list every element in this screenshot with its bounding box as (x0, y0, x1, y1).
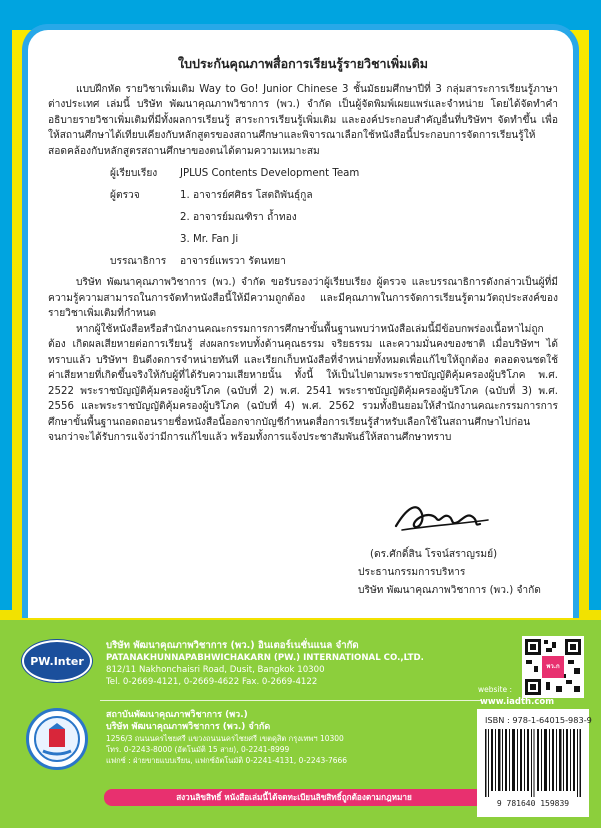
copyright-notice: สงวนลิขสิทธิ์ หนังสือเล่มนี้ได้จดทะเบียนลิขสิทธิ์ถูกต้องตามกฎหมาย (104, 789, 484, 806)
signer-name: (ดร.ศักดิ์สิน โรจน์สราญรมย์) (370, 549, 498, 560)
publisher2-name-th2: บริษัท พัฒนาคุณภาพวิชาการ (พว.) จำกัด (106, 722, 271, 732)
qr-center-label: พว.ก (546, 663, 560, 670)
publisher1-name-th: บริษัท พัฒนาคุณภาพวิชาการ (พว.) อินเตอร์เนชั่นแนล จำกัด (106, 640, 359, 651)
publisher2-fax: แฟกซ์ : ฝ่ายขายแบบเรียน, แฟกซ์อัตโนมัติ 0-2241-4131, 0-2243-7666 (106, 756, 348, 765)
paragraph-liability: หากผู้ใช้หนังสือหรือสำนักงานคณะกรรมการการศึกษาขั้นพื้นฐานพบว่าหนังสือเล่มนี้มีข้อบกพร่องเนื้อหาไม่ถูกต้อง เกิดผลเสียหายต่อการเรียนรู้ ส่งผลกระทบทั้งด้านคุณธรรม จริยธรรม และความมั่นคงของชาติ เมื่อบริษัทฯ ได้ทราบแล้ว บริษัทฯ ยินดีงดการจำหน่ายทันที และเรียกเก็บหนังสือที่จำหน่ายทั้งหมดเพื่อแก้ไขให้ถูกต้อง ตลอดจนชดใช้ค่าเสียหายที่เกิดขึ้นจริงให้กับผู้ที่ได้รับความเสียหายนั้น ทั้งนี้ ให้เป็นไปตามพระราชบัญญัติคุ้มครองผู้บริโภค พ.ศ. 2522 พระราชบัญญัติคุ้มครองผู้บริโภค (ฉบับที่ 2) พ.ศ. 2541 พระราชบัญญัติคุ้มครองผู้บริโภค (ฉบับที่ 3) พ.ศ. 2556 และพระราชบัญญัติคุ้มครองผู้บริโภค (ฉบับที่ 4) พ.ศ. 2562 รวมทั้งยินยอมให้สำนักงานคณะกรรมการการศึกษาขั้นพื้นฐานถอดถอนรายชื่อหนังสือนี้ออกจากบัญชีกำหนดสื่อการเรียนรู้สำหรับเลือกใช้ในสถานศึกษาไปก่อนจนกว่าจะได้รับการแจ้งว่ามีการแก้ไขแล้ว พร้อมทั้งการแจ้งประชาสัมพันธ์ให้สถานศึกษาทราบ (48, 323, 558, 443)
signature-block (48, 496, 558, 636)
role-value: 1. อาจารย์ศศิธร โสตถิพันธุ์กูล (180, 190, 313, 202)
signature-text (358, 546, 541, 600)
document-title: ใบประกันคุณภาพสื่อการเรียนรู้รายวิชาเพิ่มเติม (178, 56, 428, 71)
signature-image (388, 496, 498, 540)
barcode-icon (485, 729, 581, 797)
role-row (110, 163, 558, 185)
institute-emblem-icon (26, 708, 88, 770)
publisher1-name-en: PATANAKHUNNAPABHWICHAKARN (PW.) INTERNATIONAL CO.,LTD. (106, 653, 424, 663)
certificate-document (48, 56, 558, 446)
role-label: บรรณาธิการ (110, 256, 167, 268)
signer-company: บริษัท พัฒนาคุณภาพวิชาการ (พว.) จำกัด (358, 585, 541, 596)
role-label: ผู้ตรวจ (110, 190, 140, 202)
role-row (110, 207, 558, 229)
publisher1-address: 812/11 Nakhonchaisri Road, Dusit, Bangkok 10300 (106, 665, 325, 675)
publisher2-address: 1256/3 ถนนนครไชยศรี แขวงถนนนครไชยศรี เขตดุสิต กรุงเทพฯ 10300 (106, 734, 344, 743)
paragraph-intro: แบบฝึกหัด รายวิชาเพิ่มเติม Way to Go! Junior Chinese 3 ชั้นมัธยมศึกษาปีที่ 3 กลุ่มสาระการเรียนรู้ภาษาต่างประเทศ เล่มนี้ บริษัท พัฒนาคุณภาพวิชาการ (พว.) จำกัด เป็นผู้จัดพิมพ์เผยแพร่และจำหน่าย โดยได้จัดทำคำอธิบายรายวิชาเพิ่มเติมที่มีทั้งผลการเรียนรู้ สาระการเรียนรู้เพิ่มเติม และองค์ประกอบสำคัญอื่นที่บริษัทฯ จัดทำขึ้น เพื่อให้สถานศึกษาได้เทียบเคียงกับหลักสูตรของสถานศึกษาและพิจารณาเลือกใช้หนังสือนี้ประกอบการจัดการเรียนรู้ให้สอดคล้องกับหลักสูตรสถานศึกษาของตนได้ตามความเหมาะสม (48, 83, 558, 157)
role-row (110, 229, 558, 251)
cyan-left-band (0, 0, 12, 610)
publisher1-phone: Tel. 0-2669-4121, 0-2669-4622 Fax. 0-2669-4122 (106, 677, 318, 687)
isbn-number: ISBN : 978-1-64015-983-9 (485, 715, 592, 725)
role-value: อาจารย์แพรวา รัตนทยา (180, 256, 286, 268)
role-value: JPLUS Contents Development Team (180, 168, 360, 180)
role-label: ผู้เรียบเรียง (110, 168, 158, 180)
publisher-international-info (106, 640, 424, 688)
website-url: www.iadth.com (480, 697, 555, 707)
publisher2-name-th1: สถาบันพัฒนาคุณภาพวิชาการ (พว.) (106, 710, 248, 720)
qr-code-icon (522, 636, 584, 698)
roles-list (110, 163, 558, 273)
publisher2-phone: โทร. 0-2243-8000 (อัตโนมัติ 15 สาย), 0-2241-8999 (106, 745, 290, 754)
isbn-barcode-box (477, 709, 592, 817)
cyan-right-band (589, 0, 601, 610)
barcode-number: 9 781640 159839 (496, 799, 570, 808)
website-label: website : (478, 685, 512, 694)
role-row (110, 185, 558, 207)
role-row (110, 251, 558, 273)
pw-inter-logo: PW.Inter (22, 640, 92, 682)
role-value: 3. Mr. Fan Ji (180, 234, 239, 246)
publisher-institute-info (106, 709, 347, 766)
signer-position: ประธานกรรมการบริหาร (358, 567, 466, 578)
role-value: 2. อาจารย์มณฑิรา ถ้ำทอง (180, 212, 297, 224)
footer-divider (100, 700, 482, 701)
paragraph-certification: บริษัท พัฒนาคุณภาพวิชาการ (พว.) จำกัด ขอรับรองว่าผู้เรียบเรียง ผู้ตรวจ และบรรณาธิการดังกล่าวเป็นผู้ที่มีความรู้ความสามารถในการจัดทำหนังสือนี้ให้มีความถูกต้อง และมีคุณภาพในการจัดการเรียนรู้ตามวัตถุประสงค์ของรายวิชาเพิ่มเติมที่กำหนด (48, 277, 558, 319)
